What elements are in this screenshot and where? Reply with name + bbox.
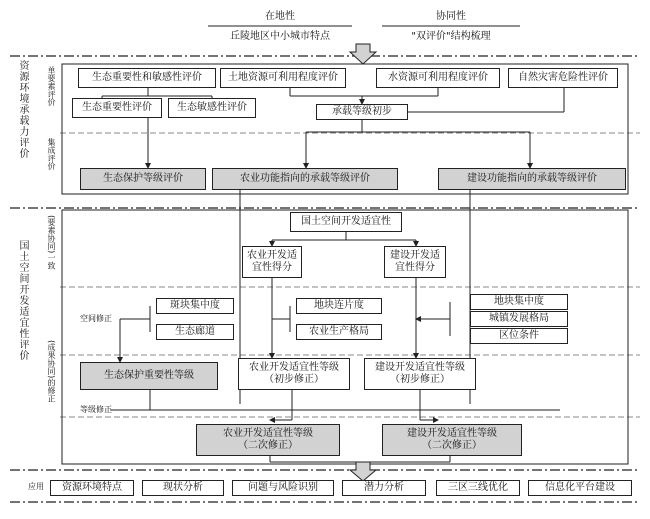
header-right-top: 协同性 [436,11,466,22]
agri-level-final-line2: （二次修正） [238,440,298,451]
side-label-section1-sub1: 单要素评价 [47,66,56,106]
eco-importance-sub-box: 生态重要性评价 [72,98,162,118]
location-box: 区位条件 [470,328,568,344]
eco-protection-level-box: 生态保护等级评价 [80,168,206,190]
header-left-top: 在地性 [265,11,295,22]
urban-pattern-box: 城镇发展格局 [470,311,568,327]
footer-item-resource: 资源环境特点 [50,480,134,496]
build-level-final-box [382,424,522,456]
land-resource-box: 土地资源可利用程度评价 [220,68,346,88]
header-left-bottom: 丘陵地区中小城市特点 [230,31,330,42]
agri-level-preliminary-line2: （初步修正） [264,374,324,385]
build-score-line1: 建设开发适 [390,250,440,261]
carrying-preliminary-box: 承载等级初步 [316,104,408,120]
suitability-main-box: 国土空间开发适宜性 [290,212,402,232]
build-level-final-line2: （二次修正） [422,440,482,451]
level-correction-label: 等级修正 [80,405,112,414]
agri-level-final-line1: 农业开发适宜性等级 [223,428,313,439]
agri-carrying-level-box: 农业功能指向的承载等级评价 [212,168,398,190]
side-label-section2: 国土空间开发适宜性评价 [17,240,28,361]
eco-protection-importance-level-box: 生态保护重要性等级 [80,362,218,390]
header-right-bottom: "双评价"结构梳理 [411,31,491,42]
footer-item-risk: 问题与风险识别 [232,480,334,496]
build-score-box [384,246,446,278]
footer-item-platform: 信息化平台建设 [528,480,632,496]
eco-sensitivity-sub-box: 生态敏感性评价 [168,98,256,118]
side-label-section1: 资源环境承载力评价 [17,60,28,159]
eco-importance-sensitivity-box: 生态重要性和敏感性评价 [78,68,216,88]
agri-score-line1: 农业开发适 [247,250,297,261]
agri-level-preliminary-box [238,358,350,390]
footer-label: 应用 [28,482,44,491]
footer-item-status: 现状分析 [142,480,224,496]
agri-score-box [242,246,302,278]
side-label-section1-sub2: 集成评价 [47,138,56,170]
plot-concentration-box: 地块集中度 [470,294,568,310]
build-level-preliminary-line2: （初步修正） [390,374,450,385]
agri-level-preliminary-line1: 农业开发适宜性等级 [249,362,339,373]
build-level-final-line1: 建设开发适宜性等级 [407,428,497,439]
agri-level-final-box [196,424,340,456]
footer-item-zones: 三区三线优化 [436,480,520,496]
eco-patch-concentration-box: 斑块集中度 [156,298,234,314]
build-carrying-level-box: 建设功能指向的承载等级评价 [438,168,626,190]
agri-pattern-box: 农业生产格局 [296,324,382,340]
build-score-line2: 宜性得分 [395,262,435,273]
side-label-section2-sub1: (要素协同)一致 [47,215,56,270]
space-correction-label: 空间修正 [80,314,112,323]
build-level-preliminary-box [364,358,476,390]
footer-item-potential: 潜力分析 [342,480,426,496]
eco-corridor-box: 生态廊道 [156,324,234,340]
water-resource-box: 水资源可利用程度评价 [376,68,500,88]
agri-score-line2: 宜性得分 [252,262,292,273]
side-label-section2-sub2: (成果协同)的修正 [47,340,56,403]
natural-hazard-box: 自然灾害危险性评价 [508,68,618,88]
build-level-preliminary-line1: 建设开发适宜性等级 [375,362,465,373]
plot-contiguity-box: 地块连片度 [296,298,382,314]
